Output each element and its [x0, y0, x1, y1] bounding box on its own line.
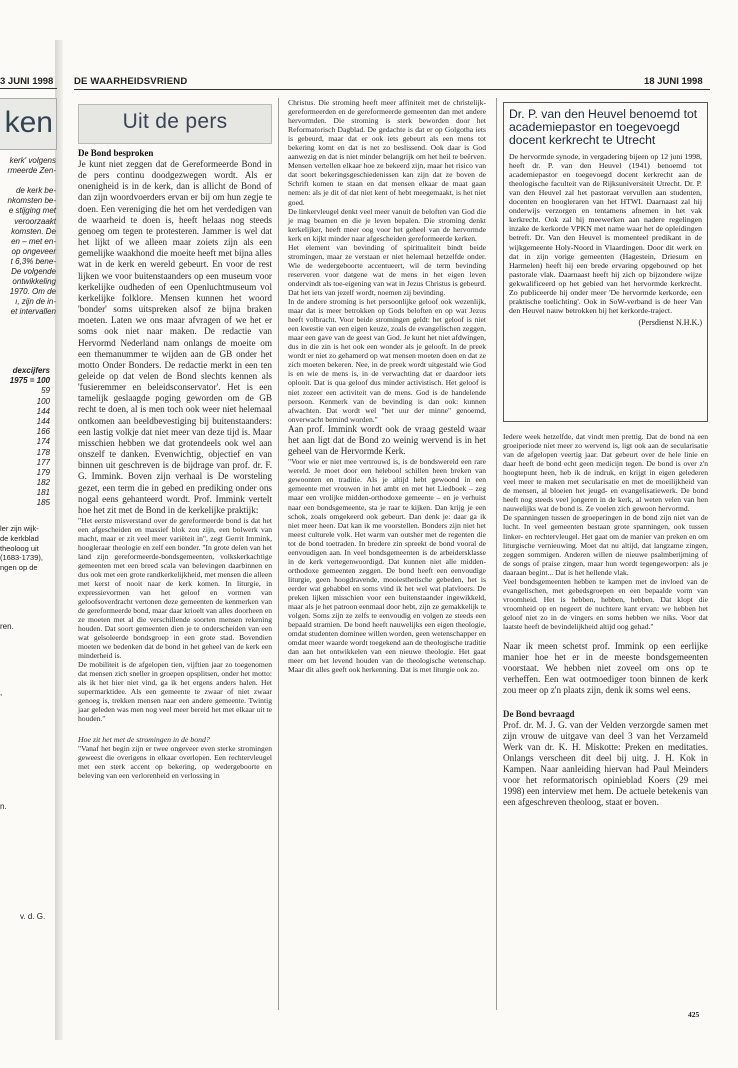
- left-note-line: ngen op de: [0, 563, 38, 573]
- index-value: 179: [36, 467, 50, 477]
- left-fragment: ren.: [0, 622, 14, 631]
- left-line: komsten. De: [11, 226, 56, 236]
- index-value: 59: [41, 386, 50, 396]
- left-line: et intervallen: [10, 307, 56, 317]
- quote-paragraph: Christus. Die stroming heeft meer affiniteit met de christelijk-gereformeerden en de gereformeerde gemeenten dan met andere hervormden. Die stroming is sterk beworden door het Reformatorisch Dagblad. De gedachte is dat er op Golgotha iets is gebeurd, maar dat er ook iets gebeurt als een mens tot bekering komt en dat is net zo beslissend. Ook daar is God aanwezig en dat is niet minder belangrijk om het heil te beërven. Mensen vertellen elkaar hoe ze bekeerd zijn, maar het risico van dat soort bekeringsgeschiedenissen kan zijn dat ze boven de Schrift komen te staan en dat mensen elkaar de maat gaan nemen: als je dit of dat niet kent of hebt meegemaakt, is het niet goed.: [288, 98, 486, 207]
- quote-paragraph: Veel bondsgemeenten hebben te kampen met de invloed van de evangelischen, met gebedsgroepen en een bepaalde vorm van vroomheid. Het is hebben, hebben, hebben. Dat klopt die vroomheid op en negeert de nuchtere kant ervan: we hebben het geloof niet zo in de vingers en soms hebben we niks. Voor dat laatste heeft de bevindelijkheid altijd oog gehad.": [503, 576, 708, 631]
- column-divider: [278, 98, 279, 1010]
- article-subhead: De Bond bevraagd: [503, 708, 575, 719]
- column-1: [78, 148, 272, 780]
- left-line: veroorzaakt: [14, 216, 56, 226]
- index-value: 178: [36, 447, 50, 457]
- article-quote: "Het eerste misverstand over de gereformeerde bond is dat het een afgescheiden en massief blok zou zijn, een bolwerk van macht, maar er zit veel meer variëteit in", zegt Gerrit Immink, hoogleraar theologie en zelf een bonder. "In grote delen van het land zijn gereformeerde-bondsgemeenten, volkskerkachtige gemeenten met een breed scala van belevingen daarbinnen en dus ook met een grote randkerkelijkheid, met mensen die alleen met kerst of nooit naar de kerk komen. In liturgie, in expressievormen van het geloof en vormen van geloofsoverdracht vertonen deze gemeenten de kenmerken van de gereformeerde bond, maar daar krioelt van alles doorheen en ze moeten met al die verschillende soorten mensen rekening houden. Dat soort gemeenten dien je te onderscheiden van een wat geïsoleerde bondsgroep in een grote stad. Bovendien moeten we bedenken dat de bond in het geheel van de kerk een minderheid is.: [78, 516, 272, 660]
- quote-paragraph: De spanningen tussen de groeperingen in de bond zijn niet van de lucht. In veel gemeenten bestaan grote spanningen, ook tussen linker- en rechtervleugel. Het gaat om de manier van preken en om liturgische vernieuwing. Moet dat nu altijd, dat langzame zingen, zeggen sommigen. Anderen willen de nieuwe psalmberijming of de songs of praise zingen, maar hun wordt tegengeworpen: als je daaraan begint... Dat is het hellende vlak.: [503, 513, 708, 577]
- left-page-rule: [0, 88, 57, 89]
- index-value: 144: [36, 416, 50, 426]
- article-subhead: De Bond besproken: [78, 148, 154, 158]
- left-note-line: de kerkblad: [0, 533, 39, 543]
- index-value: 177: [36, 457, 50, 467]
- section-title: Uit de pers: [122, 110, 228, 133]
- left-fragment: n.: [0, 802, 7, 811]
- left-note-line: ler zijn wijk-: [0, 524, 39, 533]
- left-index-table: [0, 366, 50, 509]
- left-page-date: 3 JUNI 1998: [0, 76, 54, 87]
- left-line: nkomsten be-: [7, 196, 56, 206]
- left-line: e stijging met: [8, 206, 56, 216]
- left-notes: [0, 524, 56, 573]
- header-rule: [74, 89, 710, 90]
- index-value: 100: [36, 396, 50, 406]
- index-value: 181: [36, 488, 50, 498]
- index-header: 1975 = 100: [9, 376, 50, 386]
- article-body: Prof. dr. M. J. G. van der Velden verzorgde samen met zijn vrouw de uitgave van deel 3 van het Verzameld Werk van dr. K. H. Miskotte: Preken en meditaties. Onlangs verscheen dit deel bij uitg. J. H. Kok in Kampen. Naar aanleiding hiervan had Paul Meinders voor het reformatorisch opinieblad Koers (29 mei 1998) een interview met hem. De actuele betekenis van een afgeschreven theoloog, staat er boven.: [503, 719, 708, 808]
- quote-paragraph: "Voor wie er niet mee vertrouwd is, is de bondswereld een rare wereld. Je moet door een helebool schillen heen breken van gewoonten en traditie. Als je altijd hebt gewoond in een gemeente met vrouwen in het ambt en met het Liedboek – zeg maar een vrolijke midden-orthodoxe gemeente – en je verhuist naar een bondsgemeente, sta je raar te kijken. Dan krijg je een schok, zoals omgekeerd ook gebeurt. Dan denk je: daar ga ik niet meer heen. Dat kan ik me voorstellen. Bonders zijn niet het meest culturele volk. Het warm van outsher met de regenten die tot de bond toetraden. In bredere zin spreekt de bond vooral de eenvoudigen aan. In veel bondsgemeenten is de arbeidersklasse in de kerk vertegenwoordigd. Dat kunnen niet alle midden-orthodoxe gemeenten zeggen. De bond heeft een eenvoudige liturgie, geen hoogdravende, mooiesthetische gebeden, het is eerder wat gehabbel en soms vind ik het wel wat platvloers. De preken lijken misschien voor een buitenstaander ingewikkeld, maar als je het patroon eenmaal door hebt, zijn ze gemakkelijk te volgen. Soms zijn ze zelfs te eenvoudig en volgen ze steeds een bepaald stramien. De bond heeft nauwelijks een eigen theologie, omdat studenten dominee willen worden, geen wetenschapper en omdat meer waarde wordt toegekend aan de theologische traditie dan aan het ontwikkelen van een nieuwe theologie. Het gaat meer om het levend houden van de theologische wetenschap. Maar dit alles geeft ook herkenning. Dat is met liturgie ook zo.: [288, 457, 486, 675]
- column-2: [288, 98, 486, 674]
- article-body: Je kunt niet zeggen dat de Gereformeerde Bond in de pers continu doodgezwegen wordt. Als er onenigheid is in de kerk, dan is allicht de Bond of dan zijn woordvoerders ervan er bij om hun zegje te doen. Een vereniging die het om het verdedigen van de waarheid te doen is, heeft helaas nog steeds genoeg om tegen te protesteren. Jammer is wel dat het lijkt of we alleen maar zoiets zijn als een gemelijke waakhond die moeite heeft met bijna alles wat in de kerk en wereld gebeurt. En voor de rest lijken we voor buitenstaanders op een museum voor kerkelijke oudheden of een Openluchtmuseum vol kerkelijke folklore. Mensen kunnen het woord 'bonder' soms uitspreken alsof ze bijna braken moeten. Laten we ons maar afvragen of we het er soms ook niet naar maken. De redactie van Hervormd Nederland nam onlangs de moeite om een themanummer te wijden aan de GB onder het motto Onder Bonders. De redactie merkt in een ten geleide op dat velen de Bond slechts kennen als 'fusieremmer en beleidsconservator'. Het is een tamelijk geslaagde poging geworden om de GB recht te doen, al is men toch ook weer niet helemaal ontkomen aan beeldbevestiging bij buitenstaanders: een lastig volkje dat niet meer van deze tijd is. Maar misschien hebben we dat grotendeels ook wel aan onszelf te danken. Evenwichtig, objectief en van binnen uit geschreven is de bijdrage van prof. dr. F. G. Immink. Boven zijn verhaal is De worsteling gezet, een term die in gebed en prediking onder ons nogal eens gehanteerd wordt. Prof. Immink vertelt hoe het zit met de Bond in de kerkelijke praktijk:: [78, 159, 272, 515]
- left-page-title-fragment: ken: [0, 98, 57, 150]
- index-header: dexcijfers: [12, 366, 50, 375]
- left-line: [0, 176, 56, 186]
- section-title-box: [78, 104, 272, 144]
- news-box-source: (Persdienst N.H.K.): [638, 318, 702, 328]
- left-line: ı, zijn de in-: [15, 297, 56, 307]
- left-line: en – met en-: [11, 236, 56, 246]
- left-line: de kerk be-: [15, 186, 56, 196]
- quote-paragraph: In de andere stroming is het persoonlijke geloof ook wezenlijk, maar dat is meer betrokken op Gods beloften en op wat Jezus heeft volbracht. Voor beide stromingen geldt: het geloof is niet een kwestie van een eigen keuze, zoals de evangelischen zeggen, maar een gave van de geest van God. Je kunt het niet afdwingen, dus in die zin is het ook een wonder als je gelooft. In de preek wordt er niet zo gehamerd op wat mensen moeten doen en dat ze zich moeten bekeren. Nee, in de preek wordt uitgestald wie God is en wie de mens is, in de verwachting dat er daardoor iets oplooit. Dat is qua geloof dus minder activistisch. Het geloof is niet zozeer een activiteit van de mens. God is de handelende persoon. Kenmerk van de bevinding is dan ook: kunnen afwachten. Dat wordt wel "het uur der minne" genoemd, onverwacht bemind worden.": [288, 297, 486, 424]
- news-box-title: Dr. P. van den Heuvel benoemd tot academiepastor en toegevoegd docent kerkrecht te Utrecht: [509, 107, 698, 148]
- left-line: rmeerde Zen-: [7, 166, 56, 176]
- left-signature: v. d. G.: [20, 912, 46, 921]
- left-line: ontwikkeling: [12, 277, 56, 287]
- index-value: 144: [36, 406, 50, 416]
- page-number: 425: [688, 1010, 700, 1019]
- column-3: [503, 432, 708, 808]
- left-page-text-lines: [0, 156, 56, 318]
- quote-paragraph: Het element van bevinding of spiritualiteit bindt beide stromingen, maar ze verstaan er niet helemaal hetzelfde onder. Wie de wedergeboorte accentueert, wil de term bevinding reserveren voor datgene wat de mens in het eigen leven ondervindt als toe-eigening van wat in Jezus Christus is gebeurd. Dat het iets van jezelf wordt, noemen zij bevinding.: [288, 242, 486, 297]
- left-line: De volgende: [11, 267, 56, 277]
- column-divider: [496, 98, 497, 1010]
- news-box-text: De hervormde synode, in vergadering bijeen op 12 juni 1998, heeft dr. P. van den Heuvel (1941) benoemd tot academiepastor en toegevoegd docent kerkrecht aan de theologische faculteit van de Rijksuniversiteit Utrecht. Dr. P. van den Heuvel zal het pastoraat vervullen aan studenten, docenten en hoogleraren van het HTWI. Daarnaast zal hij onderwijs verzorgen en tentamens afnemen in het vak kerkrecht. Ook zal hij meewerken aan nadere regelingen inzake de kerkorde VPKN met name waar het de opleidingen betreft. Dr. Van den Heuvel is momenteel predikant in de wijkgemeente Holy-Noord in Vlaardingen. Door dit werk en dat in zijn vorige gemeenten (Hagestein, Driesum en Harmelen) heeft hij een brede ervaring opgebouwd op het pastorale vlak. Daarnaast heeft hij zich op bijzondere wijze gekwalificeerd op het gebied van het hervormde kerkrecht. Zo publiceerde hij onder meer 'De hervormde kerkorde, een praktische toelichting'. Ook in SoW-verband is de heer Van den Heuvel nauw betrokken bij het kerkorde-traject.: [509, 151, 702, 316]
- left-line: 1970. Om de: [9, 287, 56, 297]
- left-fragment: ,: [0, 688, 3, 697]
- index-value: 174: [36, 437, 50, 447]
- quote-question: Hoe zit het met de stromingen in de bond?: [78, 735, 210, 744]
- index-value: 185: [36, 498, 50, 508]
- left-page-fragment: [0, 40, 57, 1030]
- index-value: 182: [36, 478, 50, 488]
- quote-paragraph: De linkervleugel denkt veel meer vanuit de beloften van God die je mag beamen en die je leven bepalen. Die stroming denkt kerkelijker, heeft meer oog voor het geheel van de hervormde kerk en kijkt minder naar afgescheiden gereformeerde kerken.: [288, 206, 486, 243]
- left-line: kerk' volgens: [9, 156, 56, 165]
- left-note-line: theoloog uit: [0, 543, 39, 553]
- left-line: t 6,3% bene-: [10, 256, 56, 266]
- left-note-line: (1683-1739),: [0, 553, 43, 563]
- left-line: op ongeveer: [11, 246, 56, 256]
- issue-date: 18 JUNI 1998: [644, 76, 703, 87]
- news-box: [503, 102, 708, 422]
- index-value: 166: [36, 427, 50, 437]
- quote-paragraph: Iedere week hetzelfde, dat vindt men prettig. Dat de bond na een groeiperiode niet meer zo wervend is, ligt ook aan de secularisatie van de afgelopen veertig jaar. Dat gebeurt over de hele linie en daar heeft de bond echt geen medicijn tegen. De bond is over z'n hoogtepunt heen, heb ik de indruk, en krijgt in eigen gelederen veel meer te maken met secularisatie en met de moeilijkheid van de mensen, al bloeien het jeugd- en evangelisatiewerk. De bond heeft nog steeds veel jongeren in de kerk, al weten velen van hen nauwelijks wat de bond is. Ze voelen zich gewoon hervormd.: [503, 432, 708, 514]
- publication-name: DE WAARHEIDSVRIEND: [74, 76, 188, 87]
- author-commentary: Naar ik meen schetst prof. Immink op een eerlijke manier hoe het er in de meeste bondsgemeenten voorstaat. We hebben niet zoveel om ons op te verheffen. Een wat ootmoediger toon binnen de kerk zou meer op z'n plaats zijn, denk ik soms wel eens.: [503, 641, 708, 696]
- article-quote-continued: "Vanaf het begin zijn er twee ongeveer even sterke stromingen geweest die overigens in elkaar overlopen. Een rechtervleugel met een sterk accent op bekering, op wedergeboorte en beleving van een verlorenheid en verlossing in: [78, 744, 272, 780]
- article-quote-continued: De mobiliteit is de afgelopen tien, vijftien jaar zo toegenomen dat mensen zich sneller in groepen opsplitsen, onder het motto: als ik het hier niet vind, ga ik het ergens anders halen. Het supermarktidee. Als een gemeente te zwaar of niet zwaar genoeg is, trekken mensen naar een andere gemeente. Twintig jaar geleden was men nog veel meer bereid het met elkaar uit te houden.": [78, 660, 272, 723]
- interview-question: Aan prof. Immink wordt ook de vraag gesteld waar het aan ligt dat de Bond zo weinig wervend is in het geheel van de Hervormde Kerk.: [288, 423, 486, 457]
